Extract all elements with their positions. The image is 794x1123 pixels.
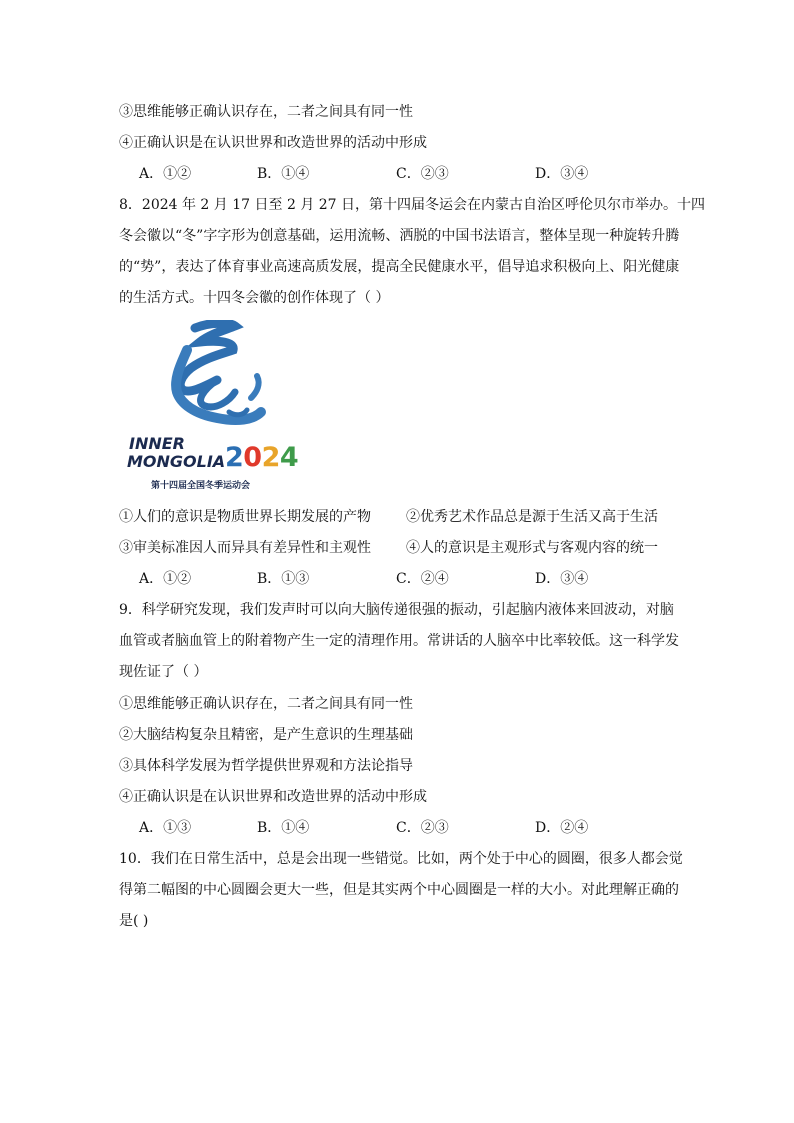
q7-statement-3: ③思维能够正确认识存在，二者之间具有同一性 bbox=[119, 104, 413, 120]
q8-text-line-2: 冬会徽以“冬”字字形为创意基础，运用流畅、洒脱的中国书法语言，整体呈现一种旋转升腾 bbox=[119, 228, 680, 244]
logo-text-mongolia: MONGOLIA bbox=[127, 452, 226, 471]
q8-option-b: B．①③ bbox=[257, 571, 310, 587]
q8-statements-row-2 bbox=[119, 538, 679, 558]
q9-option-d: D．②④ bbox=[535, 820, 589, 836]
q9-text-line-1: 9．科学研究发现，我们发声时可以向大脑传递很强的振动，引起脑内液体来回波动，对脑 bbox=[119, 602, 674, 618]
q9-option-a: A．①③ bbox=[139, 820, 192, 836]
logo-year bbox=[225, 442, 298, 473]
q9-statement-1: ①思维能够正确认识存在，二者之间具有同一性 bbox=[119, 696, 413, 712]
q9-statement-2: ②大脑结构复杂且精密，是产生意识的生理基础 bbox=[119, 727, 413, 743]
q8-text-line-4: 的生活方式。十四冬会徽的创作体现了（ ） bbox=[119, 290, 390, 306]
q8-statement-3: ③审美标准因人而异具有差异性和主观性 bbox=[119, 540, 371, 556]
q7-option-c: C．②③ bbox=[396, 166, 449, 182]
q8-statement-4: ④人的意识是主观形式与客观内容的统一 bbox=[406, 540, 658, 556]
logo-year-digit: 2 bbox=[225, 442, 244, 473]
q8-option-d: D．③④ bbox=[535, 571, 589, 587]
q7-option-b: B．①④ bbox=[257, 166, 310, 182]
q8-options bbox=[119, 569, 679, 589]
logo-caption: 第十四届全国冬季运动会 bbox=[151, 481, 251, 491]
q8-option-a: A．①② bbox=[139, 571, 192, 587]
q9-statement-3: ③具体科学发展为哲学提供世界观和方法论指导 bbox=[119, 758, 413, 774]
q8-statement-2: ②优秀艺术作品总是源于生活又高于生活 bbox=[406, 509, 658, 525]
q7-options bbox=[119, 164, 679, 184]
q9-option-b: B．①④ bbox=[257, 820, 310, 836]
q9-options bbox=[119, 818, 679, 838]
q8-statement-1: ①人们的意识是物质世界长期发展的产物 bbox=[119, 509, 371, 525]
logo-year-digit: 4 bbox=[279, 442, 299, 473]
logo-year-digit: 2 bbox=[261, 442, 280, 473]
q9-statement-4: ④正确认识是在认识世界和改造世界的活动中形成 bbox=[119, 789, 427, 805]
q9-text-line-3: 现佐证了（ ） bbox=[119, 664, 208, 680]
q8-text-line-3: 的“势”，表达了体育事业高速高质发展，提高全民健康水平，倡导追求积极向上、阳光健康 bbox=[119, 259, 680, 275]
q8-statements-row-1 bbox=[119, 507, 679, 527]
logo-text-inner: INNER bbox=[129, 434, 185, 453]
q8-option-c: C．②④ bbox=[396, 571, 449, 587]
q9-text-line-2: 血管或者脑血管上的附着物产生一定的清理作用。常讲话的人脑卒中比率较低。这一科学发 bbox=[119, 633, 679, 649]
q8-text-line-1: 8．2024 年 2 月 17 日至 2 月 27 日，第十四届冬运会在内蒙古自治区呼伦贝尔市举办。十四 bbox=[119, 197, 706, 213]
logo-year-digit: 0 bbox=[243, 442, 262, 473]
winter-games-logo bbox=[125, 320, 300, 495]
q9-option-c: C．②③ bbox=[396, 820, 449, 836]
q10-text-line-3: 是( ) bbox=[119, 913, 149, 929]
winter-character-brush-icon bbox=[125, 320, 300, 440]
q7-statement-4: ④正确认识是在认识世界和改造世界的活动中形成 bbox=[119, 135, 427, 151]
q7-option-a: A．①② bbox=[139, 166, 192, 182]
q10-text-line-2: 得第二幅图的中心圆圈会更大一些，但是其实两个中心圆圈是一样的大小。对此理解正确的 bbox=[119, 882, 679, 898]
q10-text-line-1: 10．我们在日常生活中，总是会出现一些错觉。比如，两个处于中心的圆圈，很多人都会觉 bbox=[119, 851, 683, 867]
q7-option-d: D．③④ bbox=[535, 166, 589, 182]
